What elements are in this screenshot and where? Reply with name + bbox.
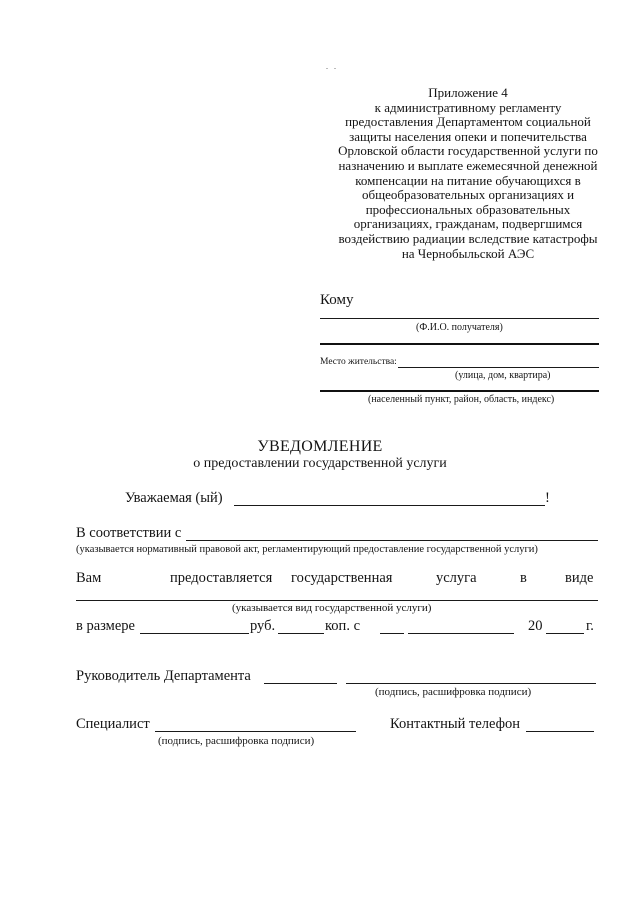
date-year-line[interactable] <box>546 633 584 634</box>
date-day-line[interactable] <box>380 633 404 634</box>
service-word: услуга <box>436 570 477 586</box>
recipient-name-line-2[interactable] <box>320 343 599 345</box>
head-name-line[interactable] <box>346 683 596 684</box>
notice-subtitle: о предоставлении государственной услуги <box>193 456 447 471</box>
appendix-line: Орловской области государственной услуги по <box>338 143 598 159</box>
appendix-line: Приложение 4 <box>428 85 508 100</box>
year-prefix: 20 <box>528 618 543 634</box>
kop-from-label: коп. с <box>325 618 361 634</box>
amount-kop-line[interactable] <box>278 633 324 634</box>
locality-hint: (населенный пункт, район, область, индекс) <box>368 394 555 405</box>
service-word: Вам <box>76 570 102 586</box>
scan-artifact <box>334 68 336 69</box>
recipient-name-line[interactable] <box>320 318 599 319</box>
rub-label: руб. <box>250 618 276 634</box>
phone-label: Контактный телефон <box>390 716 521 732</box>
residence-street-line[interactable] <box>398 367 599 368</box>
notice-title: УВЕДОМЛЕНИЕ <box>257 438 383 455</box>
appendix-line: на Чернобыльской АЭС <box>401 245 535 261</box>
residence-label: Место жительства: <box>320 357 397 367</box>
greeting-label: Уважаемая (ый) <box>125 490 223 506</box>
appendix-line: предоставления Департаментом социальной <box>345 114 591 130</box>
scan-artifact <box>326 68 328 69</box>
to-label: Кому <box>320 292 354 308</box>
appendix-line: к административному регламенту <box>374 99 562 115</box>
street-hint: (улица, дом, квартира) <box>455 370 551 381</box>
amount-label: в размере <box>76 618 135 634</box>
appendix-header <box>318 86 618 261</box>
accordance-label: В соответствии с <box>76 525 182 541</box>
service-type-line[interactable] <box>76 600 598 601</box>
service-word: виде <box>565 570 594 586</box>
appendix-line: профессиональных образовательных <box>365 201 571 217</box>
head-signature-line[interactable] <box>264 683 337 684</box>
accordance-line[interactable] <box>186 540 598 541</box>
accordance-hint: (указывается нормативный правовой акт, регламентирующий предоставление государственной услуги) <box>76 544 538 555</box>
head-label: Руководитель Департамента <box>76 668 251 684</box>
amount-rub-line[interactable] <box>140 633 249 634</box>
head-hint: (подпись, расшифровка подписи) <box>375 686 532 698</box>
service-word: в <box>520 570 527 586</box>
greeting-end: ! <box>545 490 550 506</box>
greeting-name-line[interactable] <box>234 505 545 506</box>
specialist-signature-line[interactable] <box>155 731 356 732</box>
service-hint: (указывается вид государственной услуги) <box>232 602 432 614</box>
service-word: государственная <box>291 570 393 586</box>
specialist-hint: (подпись, расшифровка подписи) <box>158 735 315 747</box>
year-suffix: г. <box>586 618 594 634</box>
service-word: предоставляется <box>170 570 273 586</box>
recipient-name-hint: (Ф.И.О. получателя) <box>416 322 503 333</box>
appendix-line: организациях, гражданам, подвергшимся <box>353 216 583 232</box>
specialist-label: Специалист <box>76 716 150 732</box>
appendix-line: защиты населения опеки и попечительства <box>349 128 587 144</box>
residence-locality-line[interactable] <box>320 390 599 392</box>
appendix-line: компенсации на питание обучающихся в <box>355 172 581 188</box>
appendix-line: общеобразовательных организациях и <box>361 187 575 203</box>
appendix-line: назначению и выплате ежемесячной денежной <box>338 157 598 173</box>
date-month-line[interactable] <box>408 633 514 634</box>
appendix-line: воздействию радиации вследствие катастрофы <box>338 230 598 246</box>
phone-line[interactable] <box>526 731 594 732</box>
